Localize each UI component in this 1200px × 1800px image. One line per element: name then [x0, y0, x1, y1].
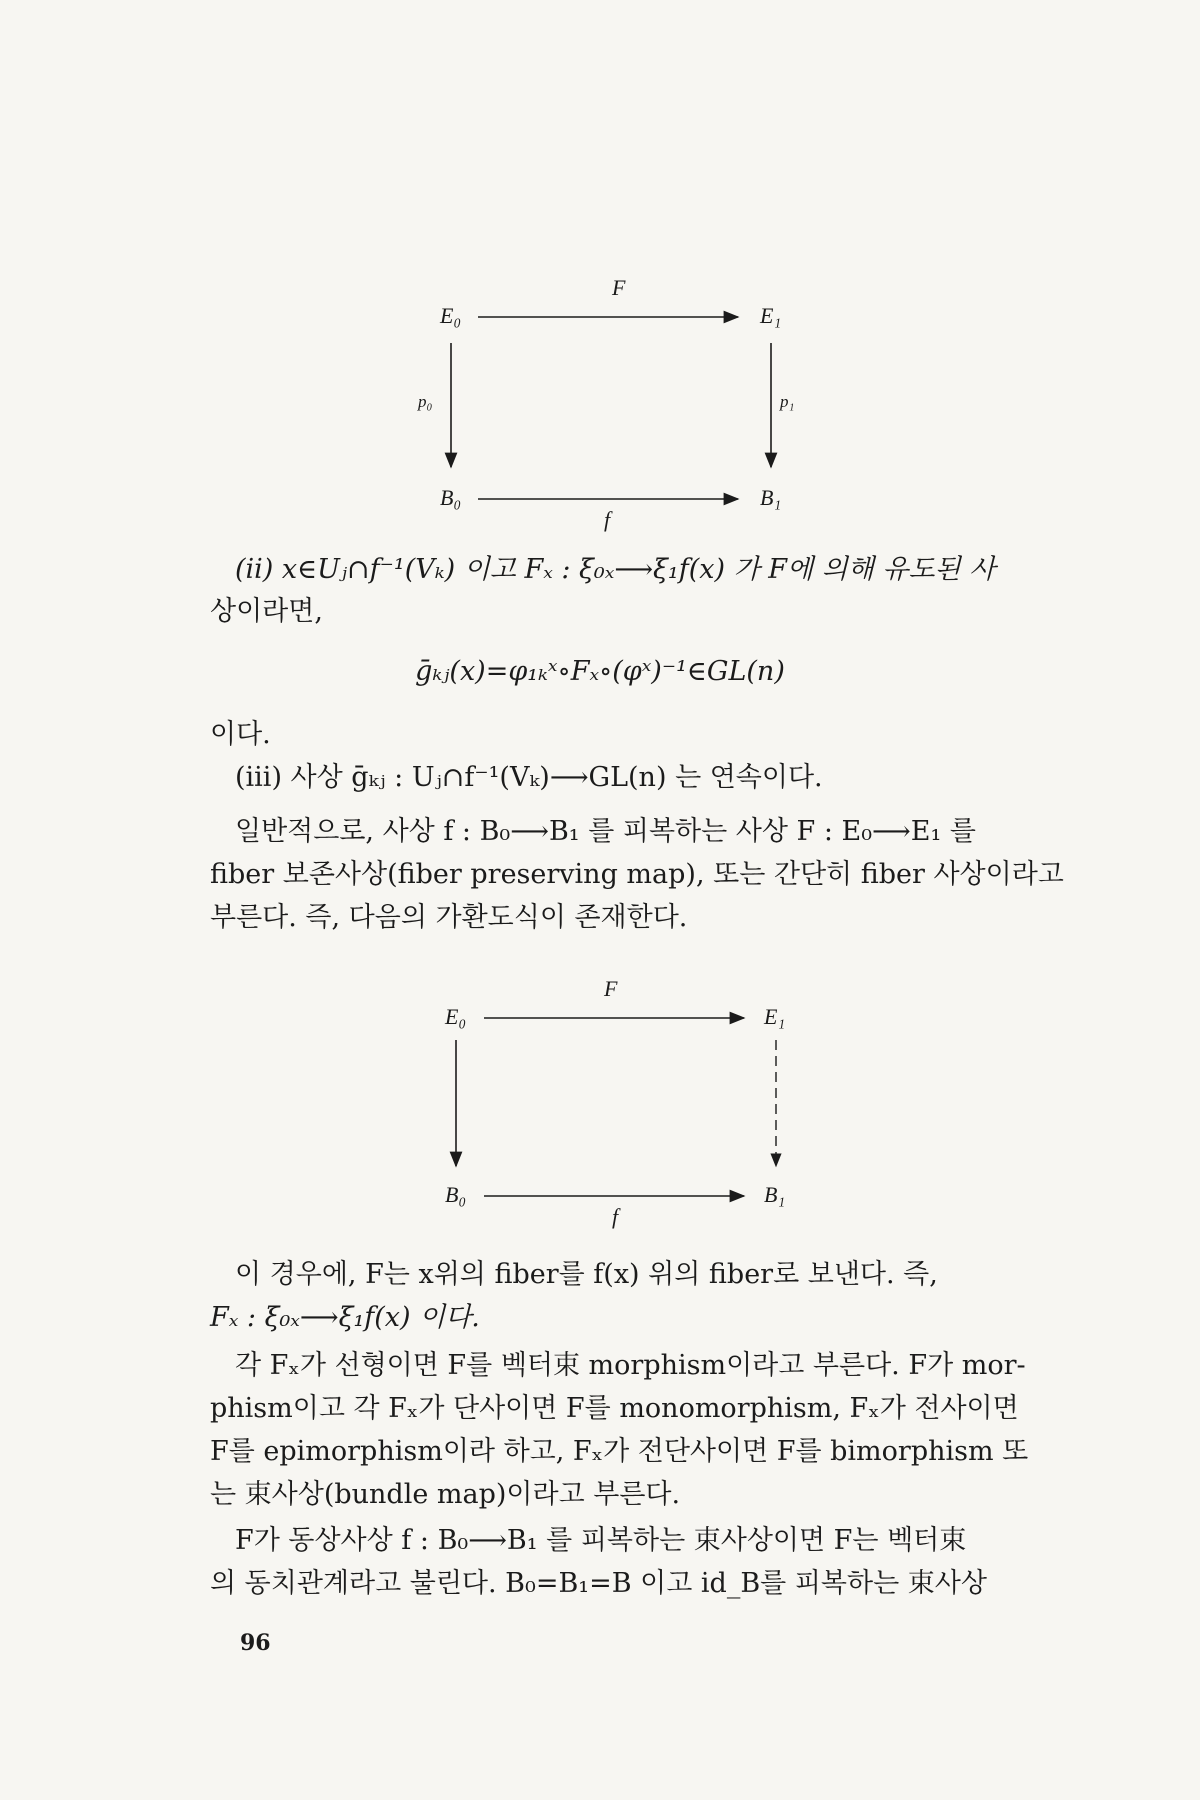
text-line: phism이고 각 Fₓ가 단사이면 F를 monomorphism, Fₓ가 전사이면 — [210, 1393, 1019, 1424]
diagram2-bottom-left-node: B₀ — [445, 1182, 467, 1207]
diagram2-top-left-node: E₀ — [445, 1004, 467, 1029]
diagram1-bottom-arrow-label: f — [604, 507, 611, 532]
text-line: 부른다. 즉, 다음의 가환도식이 존재한다. — [210, 902, 688, 933]
commutative-diagram-1 — [0, 255, 1200, 535]
text-line: 이 경우에, F는 x위의 fiber를 f(x) 위의 fiber로 보낸다. 즉, — [235, 1259, 938, 1290]
text-line: F가 동상사상 f : B₀⟶B₁ 를 피복하는 束사상이면 F는 벡터束 — [235, 1525, 967, 1556]
diagram1-left-arrow-label: p₀ — [418, 392, 433, 411]
text-line: 일반적으로, 사상 f : B₀⟶B₁ 를 피복하는 사상 F : E₀⟶E₁ 를 — [235, 816, 976, 847]
diagram1-top-right-node: E₁ — [760, 303, 782, 328]
diagram1-top-left-node: E₀ — [440, 303, 462, 328]
page-number: 96 — [240, 1630, 271, 1656]
diagram1-right-arrow-label: p₁ — [780, 392, 795, 411]
text-line: F를 epimorphism이라 하고, Fₓ가 전단사이면 F를 bimorphism 또 — [210, 1436, 1029, 1467]
text-line: 이다. — [210, 719, 271, 750]
diagram1-top-arrow-label: F — [612, 275, 626, 300]
text-line: 상이라면, — [210, 596, 323, 627]
diagram2-top-arrow-label: F — [604, 976, 618, 1001]
diagram2-bottom-right-node: B₁ — [764, 1182, 786, 1207]
text-line: 는 束사상(bundle map)이라고 부른다. — [210, 1479, 681, 1510]
text-line: (iii) 사상 ḡₖⱼ : Uⱼ∩f⁻¹(Vₖ)⟶GL(n) 는 연속이다. — [235, 762, 823, 793]
commutative-diagram-2 — [0, 968, 1200, 1238]
diagram1-bottom-right-node: B₁ — [760, 485, 782, 510]
text-line: 각 Fₓ가 선형이면 F를 벡터束 morphism이라고 부른다. F가 mor- — [235, 1350, 1026, 1381]
text-line: (ii) x∈Uⱼ∩f⁻¹(Vₖ) 이고 Fₓ : ξ₀ₓ⟶ξ₁f(x) 가 F에 의해 유도된 사 — [235, 554, 996, 585]
text-line: Fₓ : ξ₀ₓ⟶ξ₁f(x) 이다. — [210, 1302, 480, 1333]
diagram2-bottom-arrow-label: f — [612, 1204, 619, 1229]
text-line: 의 동치관계라고 불린다. B₀=B₁=B 이고 id_B를 피복하는 束사상 — [210, 1568, 987, 1599]
formula: ḡₖⱼ(x)=φ₁ₖˣ∘Fₓ∘(φˣ)⁻¹∈GL(n) — [415, 656, 785, 687]
diagram2-top-right-node: E₁ — [764, 1004, 786, 1029]
diagram1-bottom-left-node: B₀ — [440, 485, 462, 510]
text-line: fiber 보존사상(fiber preserving map), 또는 간단히 fiber 사상이라고 — [210, 859, 1064, 890]
